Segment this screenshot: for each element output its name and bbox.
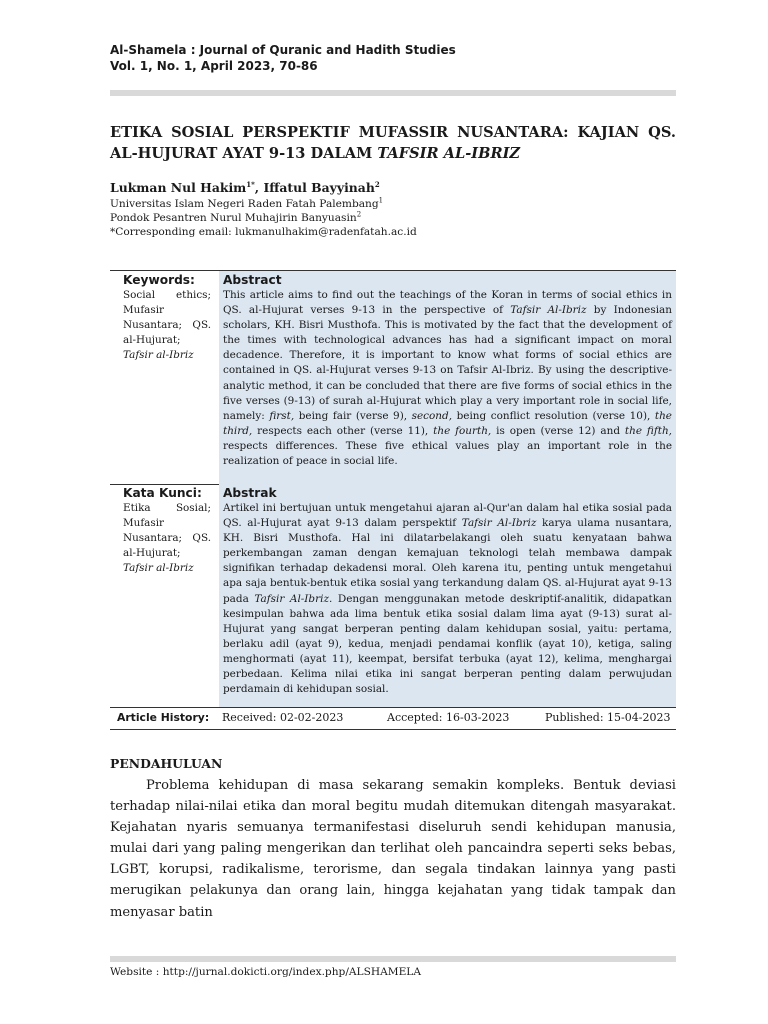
authors <box>110 180 380 195</box>
author-1-marker: 1* <box>246 179 255 189</box>
section-paragraph: Problema kehidupan di masa sekarang semakin kompleks. Bentuk deviasi terhadap nilai-nilai etika dan moral begitu mudah ditemukan ditengah masyarakat. Kejahatan nyaris semuanya termanifestasi diseluruh sendi kehidupan manusia, mulai dari yang paling mengerikan dan terlihat oleh pancaindra seperti seks bebas, LGBT, korupsi, radikalisme, terorisme, dan segala tindakan lainnya yang pasti merugikan pelakunya dan orang lain, hingga kejahatan yang tidak tampak dan menyasar batin <box>110 778 676 920</box>
author-1: Lukman Nul Hakim <box>110 180 247 195</box>
affiliations <box>110 197 417 239</box>
keyword-word: Etika <box>123 502 151 514</box>
kata-kunci-column <box>110 484 213 707</box>
abstract-column <box>219 271 676 484</box>
section-title: PENDAHULUAN <box>110 756 223 771</box>
history-label: Article History: <box>117 711 210 724</box>
abstrak-column <box>219 484 676 707</box>
corresponding-email: *Corresponding email: lukmanulhakim@radenfatah.ac.id <box>110 226 417 238</box>
keyword-word: QS. <box>192 319 211 331</box>
author-2: Iffatul Bayyinah <box>263 180 375 195</box>
keyword-word: ethics; <box>176 289 211 301</box>
keyword-word: Mufasir <box>123 517 164 529</box>
keyword-word: Sosial; <box>175 502 211 514</box>
kata-kunci-list <box>110 501 213 576</box>
received-date: Received: 02-02-2023 <box>222 711 344 724</box>
journal-volume: Vol. 1, No. 1, April 2023, 70-86 <box>110 59 318 73</box>
keywords-label: Keywords: <box>123 273 195 287</box>
abstrak-label: Abstrak <box>223 486 277 500</box>
accepted-date: Accepted: 16-03-2023 <box>387 711 510 724</box>
footer-website: Website : http://jurnal.dokicti.org/index.php/ALSHAMELA <box>110 966 421 978</box>
affiliation-2-text: Pondok Pesantren Nurul Muhajirin Banyuasin <box>110 212 357 224</box>
keyword-word: Social <box>123 289 156 301</box>
keywords-column <box>110 271 213 484</box>
abstract-text: This article aims to find out the teachings of the Koran in terms of social ethics in QS. al-Hujurat verses 9-13 in the perspective of Tafsir Al-Ibriz by Indonesian scholars, KH. Bisri Musthofa. This is motivated by the fact that the development of the times with technological advances has had a significant impact on moral decadence. Therefore, it is important to know what forms of social ethics are contained in QS. al-Hujurat verses 9-13 on Tafsir Al-Ibriz. By using the descriptive-analytic method, it can be concluded that there are five forms of social ethics in the five verses (9-13) of surah al-Hujurat which play a very important role in social life, namely: first, being fair (verse 9), second, being conflict resolution (verse 10), the third, respects each other (verse 11), the fourth, is open (verse 12) and the fifth, respects differences. These five ethical values play an important role in the realization of peace in social life. <box>223 289 672 468</box>
kata-kunci-label: Kata Kunci: <box>123 486 202 500</box>
keywords-list <box>110 288 213 363</box>
article-title <box>110 122 676 164</box>
title-text: ETIKA SOSIAL PERSPEKTIF MUFASSIR NUSANTARA: KAJIAN QS. AL-HUJURAT AYAT 9-13 DALAM <box>110 124 676 162</box>
keyword-word: Mufasir <box>123 304 164 316</box>
keyword-word: al-Hujurat; <box>123 547 181 559</box>
affiliation-2-marker: 2 <box>356 210 362 219</box>
keyword-word: Tafsir al-Ibriz <box>123 349 194 361</box>
journal-name: Al-Shamela : Journal of Quranic and Hadith Studies <box>110 43 456 57</box>
keyword-word: Tafsir al-Ibriz <box>123 562 194 574</box>
keyword-word: Nusantara; <box>123 319 183 331</box>
affiliation-1-marker: 1 <box>378 196 384 205</box>
english-abstract-box <box>110 270 676 485</box>
article-history <box>110 707 676 730</box>
author-separator: , <box>254 180 264 195</box>
header-rule <box>110 90 676 96</box>
affiliation-1-text: Universitas Islam Negeri Raden Fatah Palembang <box>110 198 379 210</box>
abstract-label: Abstract <box>223 273 282 287</box>
footer-rule <box>110 956 676 962</box>
affiliation-2 <box>110 211 417 225</box>
affiliation-1 <box>110 197 417 211</box>
indonesian-abstract-box <box>110 484 676 708</box>
published-date: Published: 15-04-2023 <box>545 711 671 724</box>
keyword-word: QS. <box>192 532 211 544</box>
keyword-word: al-Hujurat; <box>123 334 181 346</box>
title-italic-text: TAFSIR AL-IBRIZ <box>377 145 521 162</box>
author-2-marker: 2 <box>374 179 380 189</box>
abstrak-text: Artikel ini bertujuan untuk mengetahui ajaran al-Qur'an dalam hal etika sosial pada QS. al-Hujurat ayat 9-13 dalam perspektif Tafsir Al-Ibriz karya ulama nusantara, KH. Bisri Musthofa. Hal ini dilatarbelakangi oleh suatu kenyataan bahwa perkembangan zaman dengan kemajuan teknologi telah membawa dampak signifikan terhadap dekadensi moral. Oleh karena itu, penting untuk mengetahui apa saja bentuk-bentuk etika sosial yang terkandung dalam QS. al-Hujurat ayat 9-13 pada Tafsir Al-Ibriz. Dengan menggunakan metode deskriptif-analitik, didapatkan kesimpulan bahwa ada lima bentuk etika sosial dalam lima ayat (9-13) surat al-Hujurat yang sangat berperan penting dalam kehidupan sosial, yaitu: pertama, berlaku adil (ayat 9), kedua, menjadi pendamai konflik (ayat 10), ketiga, saling menghormati (ayat 11), keempat, bersifat terbuka (ayat 12), kelima, menghargai perbedaan. Kelima nilai etika ini sangat berperan penting dalam perwujudan perdamain di kehidupan sosial. <box>223 502 672 696</box>
journal-header <box>110 42 456 74</box>
keyword-word: Nusantara; <box>123 532 183 544</box>
